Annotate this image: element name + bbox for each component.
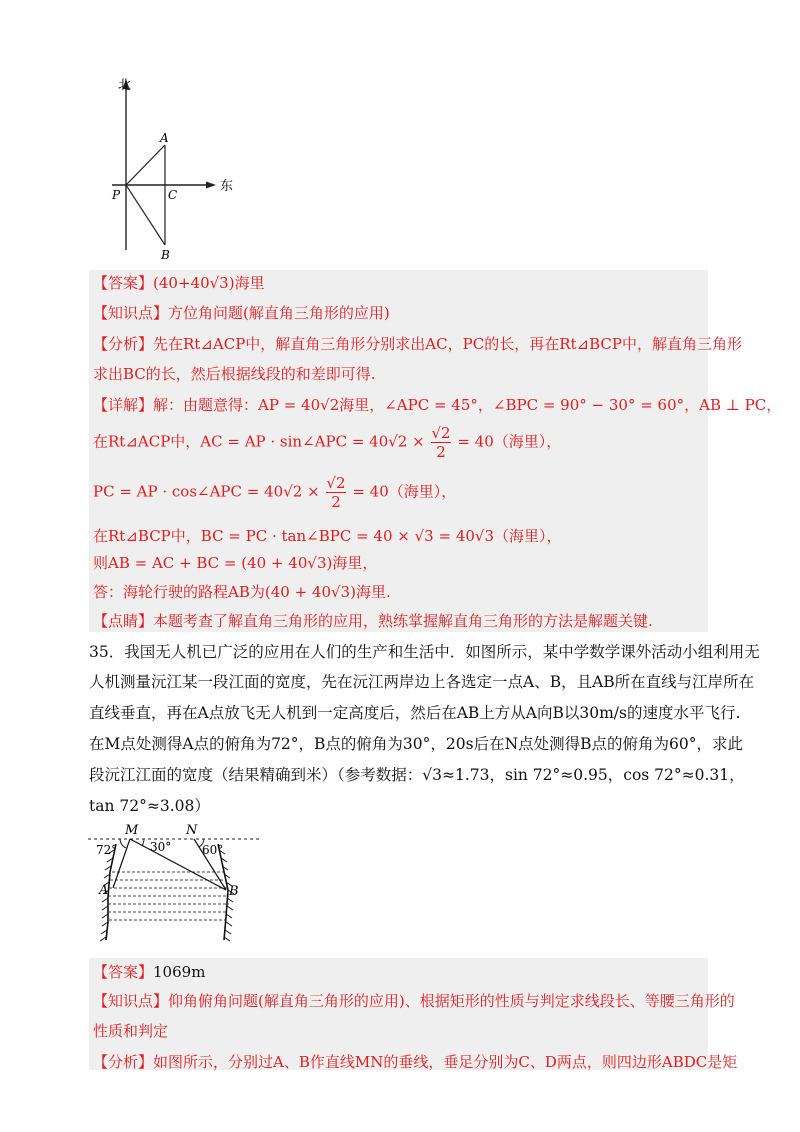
point-b-label: B [161,248,170,262]
point-m-label: M [125,823,139,838]
knowledge-text-35-1: 仰角俯角问题(解直角三角形的应用)、根据矩形的性质与判定求线段长、等腰三角形的 [168,992,735,1010]
answer-tag-35: 【答案】 [93,963,154,981]
detail-text-2b: = 40（海里）， [457,432,562,451]
point-c-label: C [168,188,178,202]
comment-text: 本题考查了解直角三角形的应用，熟练掌握解直角三角形的方法是解题关键. [153,612,653,630]
point-a-label: A [160,131,169,145]
detail-tag: 【详解】 [93,396,154,414]
q35-line-2: 人机测量沅江某一段江面的宽度，先在沅江两岸边上各选定一点A、B，且AB所在直线与江岸所在 [89,673,755,691]
segment-pb [126,185,165,245]
point-a-label-2: A [99,883,109,898]
direction-diagram [110,75,240,270]
detail-text-1: 解：由题意得：AP = 40√2海里，∠APC = 45°，∠BPC = 90° − 30° = 60°，AB ⊥ PC， [153,396,782,414]
q35-line-4: 在M点处测得A点的俯角为72°，B点的俯角为30°，20s后在N点处测得B点的俯角为60°，求此 [89,735,744,753]
answer-value-35: 1069m [153,963,206,981]
angle30-label: 30° [150,840,172,854]
knowledge-line-34 [93,303,390,323]
east-arrow [206,182,216,189]
analysis-text-1: 先在Rt⊿ACP中，解直角三角形分别求出AC，PC的长，再在Rt⊿BCP中，解直角三角形 [153,335,742,353]
detail-text-2a: 在Rt⊿ACP中，AC = AP · sin∠APC = 40√2 × [93,432,425,451]
point-b-label-2: B [229,884,239,899]
comment-line-34 [93,611,653,631]
fraction-sqrt2-over-2-b: $\frac{√2}{2}$ [326,474,346,511]
detail-text-3b: = 40（海里）， [352,482,457,501]
analysis-line-35-1 [93,1052,737,1072]
angle72-label: 72° [96,843,118,857]
knowledge-tag: 【知识点】 [93,304,169,322]
detail-line-34-1 [93,395,781,415]
answer-value: (40+40√3)海里 [153,274,265,292]
analysis-line-34-1 [93,334,742,354]
detail-line-34-3 [93,474,456,511]
point-p-label: P [112,188,121,202]
analysis-text-35-1: 如图所示，分别过A、B作直线MN的垂线，垂足分别为C、D两点，则四边形ABDC是矩 [153,1053,738,1071]
answer-tag: 【答案】 [93,274,154,292]
angle72-arc [120,839,126,848]
analysis-tag-35: 【分析】 [93,1053,154,1071]
knowledge-line-35-1 [93,991,735,1011]
water-lines [108,872,229,920]
analysis-tag: 【分析】 [93,335,154,353]
comment-tag: 【点睛】 [93,612,154,630]
detail-line-34-6: 答：海轮行驶的路程AB为(40 + 40√3)海里. [93,583,391,601]
knowledge-tag-35: 【知识点】 [93,992,169,1010]
answer-line-34 [93,273,265,293]
east-label: 东 [220,179,234,194]
q35-line-6: tan 72°≈3.08） [89,797,210,815]
angle30-arc [142,839,144,846]
segment-pa [126,145,165,185]
q35-line-3: 直线垂直，再在A点放飞无人机到一定高度后，然后在AB上方从A向B以30m/s的速度水平飞行. [89,704,741,722]
point-n-label: N [186,823,198,838]
q35-line-1: 35．我国无人机已广泛的应用在人们的生产和生活中．如图所示，某中学数学课外活动小组利用无 [89,643,760,661]
detail-line-34-5: 则AB = AC + BC = (40 + 40√3)海里， [93,554,378,572]
fraction-sqrt2-over-2: $\frac{√2}{2}$ [431,424,451,461]
answer-line-35 [93,962,205,982]
north-label: 北 [118,78,132,93]
q35-line-5: 段沅江江面的宽度（结果精确到米）（参考数据：√3≈1.73，sin 72°≈0.95，cos 72°≈0.31， [89,766,745,784]
right-bank [218,844,228,940]
knowledge-line-35-2: 性质和判定 [93,1022,169,1040]
detail-line-34-4: 在Rt⊿BCP中，BC = PC · tan∠BPC = 40 × √3 = 40√3（海里）， [93,527,562,545]
detail-line-34-2 [93,424,561,461]
detail-text-3a: PC = AP · cos∠APC = 40√2 × [93,482,320,501]
analysis-line-34-2: 求出BC的长，然后根据线段的和差即可得. [93,365,376,383]
angle60-label: 60° [202,843,224,857]
knowledge-text: 方位角问题(解直角三角形的应用) [168,304,390,322]
river-drone-diagram [88,822,263,944]
